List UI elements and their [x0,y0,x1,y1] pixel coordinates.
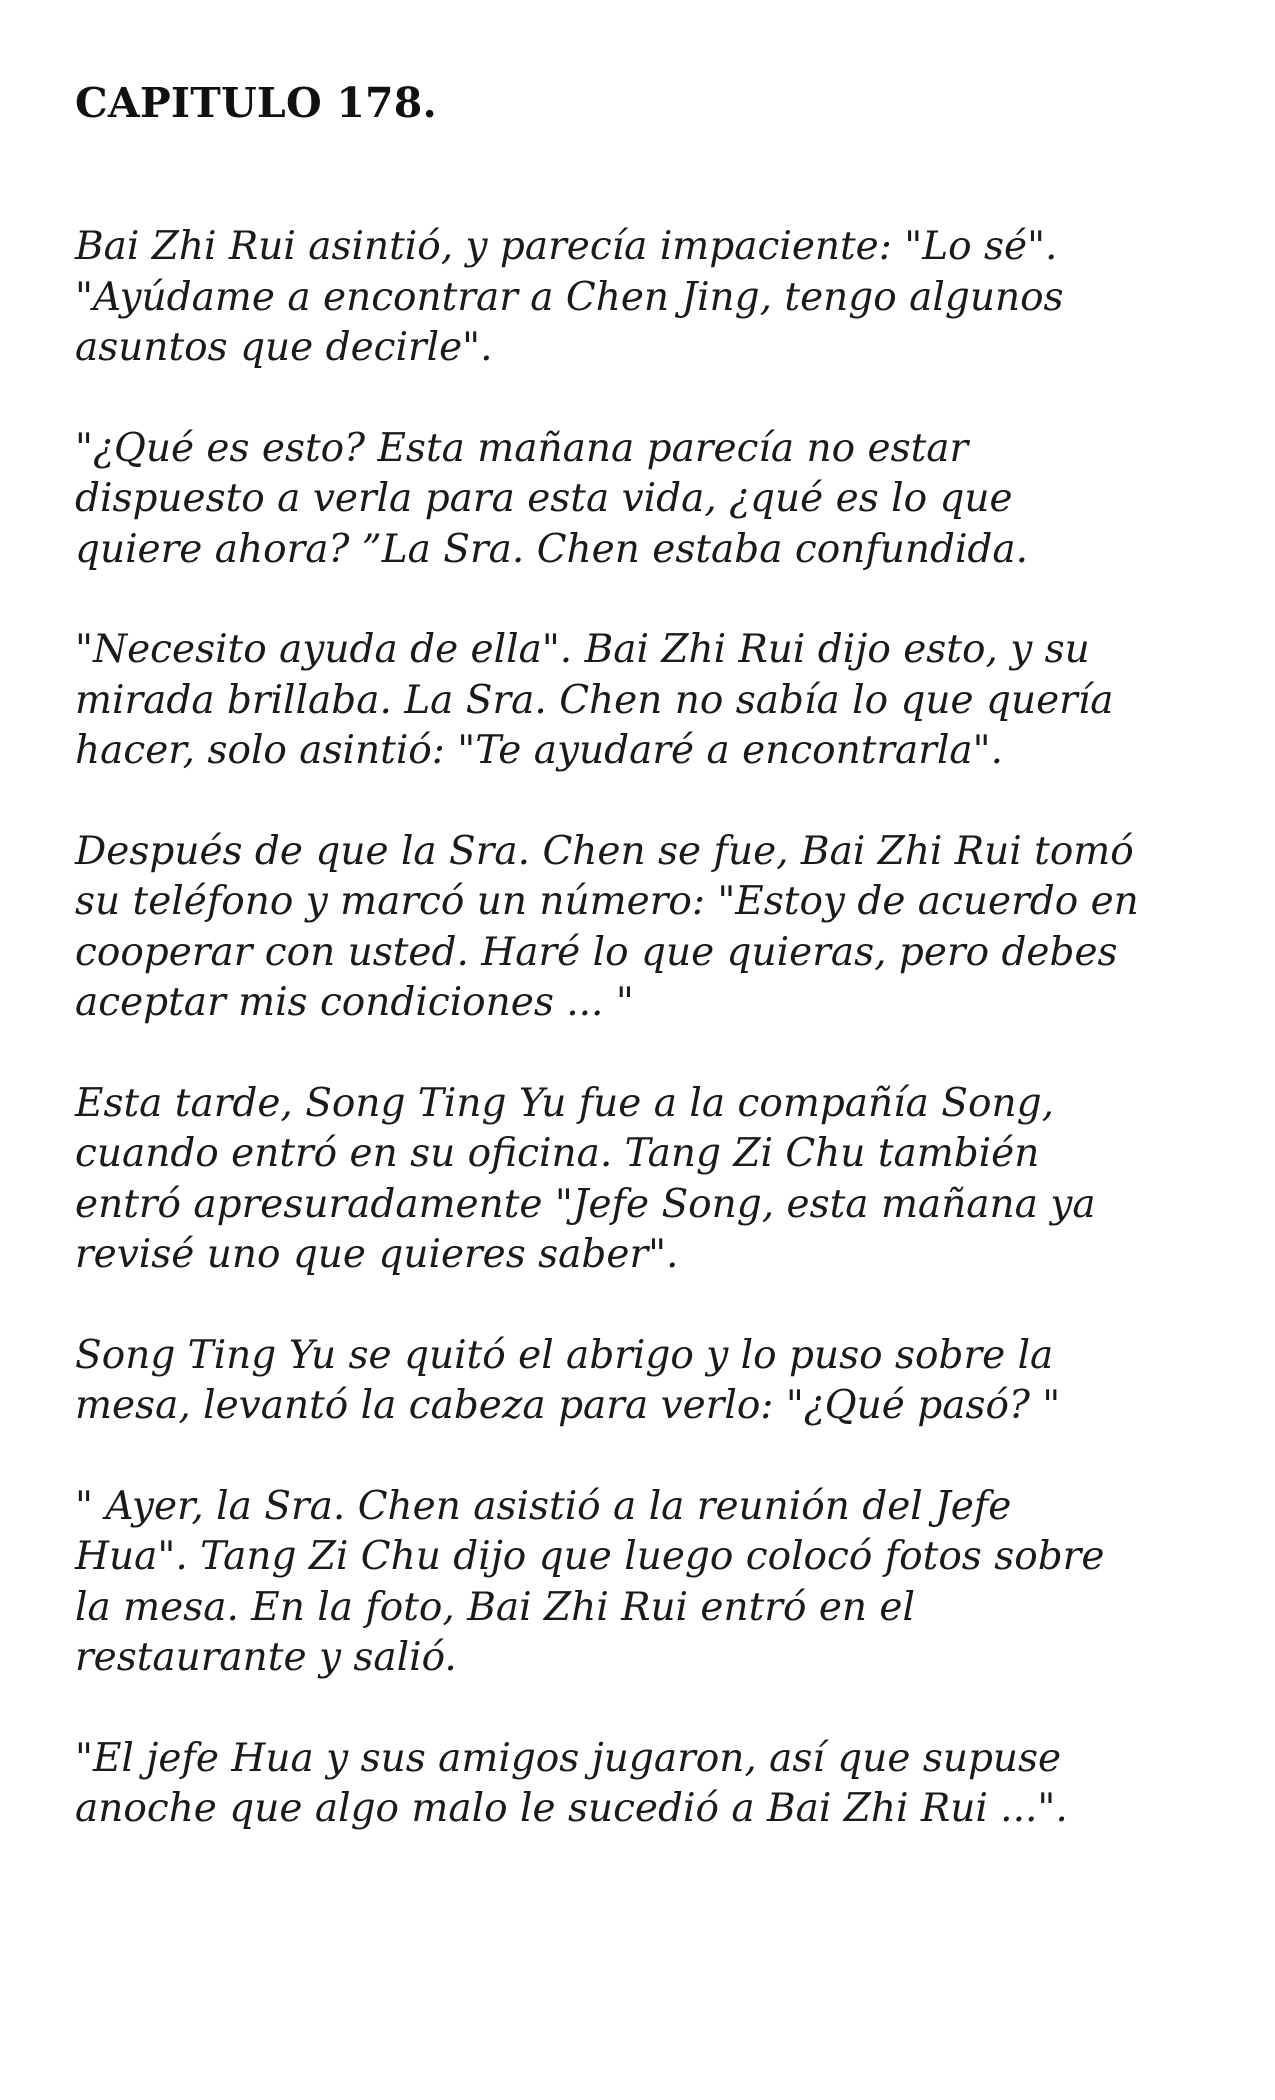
paragraph: "Necesito ayuda de ella". Bai Zhi Rui dijo esto, y su mirada brillaba. La Sra. Chen no sabía lo que quería hacer, solo asintió: "Te ayudaré a encontrarla". [75,627,1114,773]
paragraph: Después de que la Sra. Chen se fue, Bai Zhi Rui tomó su teléfono y marcó un número: "Estoy de acuerdo en cooperar con usted. Haré lo que quieras, pero debes aceptar mis condiciones ... " [75,828,1139,1025]
chapter-body [75,222,1235,1835]
paragraph: " Ayer, la Sra. Chen asistió a la reunión del Jefe Hua". Tang Zi Chu dijo que luego colocó fotos sobre la mesa. En la foto, Bai Zhi Rui entró en el restaurante y salió. [75,1483,1105,1680]
paragraph: Esta tarde, Song Ting Yu fue a la compañía Song, cuando entró en su oficina. Tang Zi Chu también entró apresuradamente "Jefe Song, esta mañana ya revisé uno que quieres saber". [75,1080,1096,1277]
paragraph: Song Ting Yu se quitó el abrigo y lo puso sobre la mesa, levantó la cabeza para verlo: "¿Qué pasó? " [75,1332,1061,1428]
chapter-title: CAPITULO 178. [75,79,437,127]
paragraph: Bai Zhi Rui asintió, y parecía impaciente: "Lo sé". "Ayúdame a encontrar a Chen Jing, tengo algunos asuntos que decirle". [75,224,1064,370]
paragraph: "El jefe Hua y sus amigos jugaron, así que supuse anoche que algo malo le sucedió a Bai Zhi Rui ...". [75,1735,1068,1831]
paragraph: "¿Qué es esto? Esta mañana parecía no estar dispuesto a verla para esta vida, ¿qué es lo que quiere ahora? ”La Sra. Chen estaba confundida. [75,425,1029,572]
